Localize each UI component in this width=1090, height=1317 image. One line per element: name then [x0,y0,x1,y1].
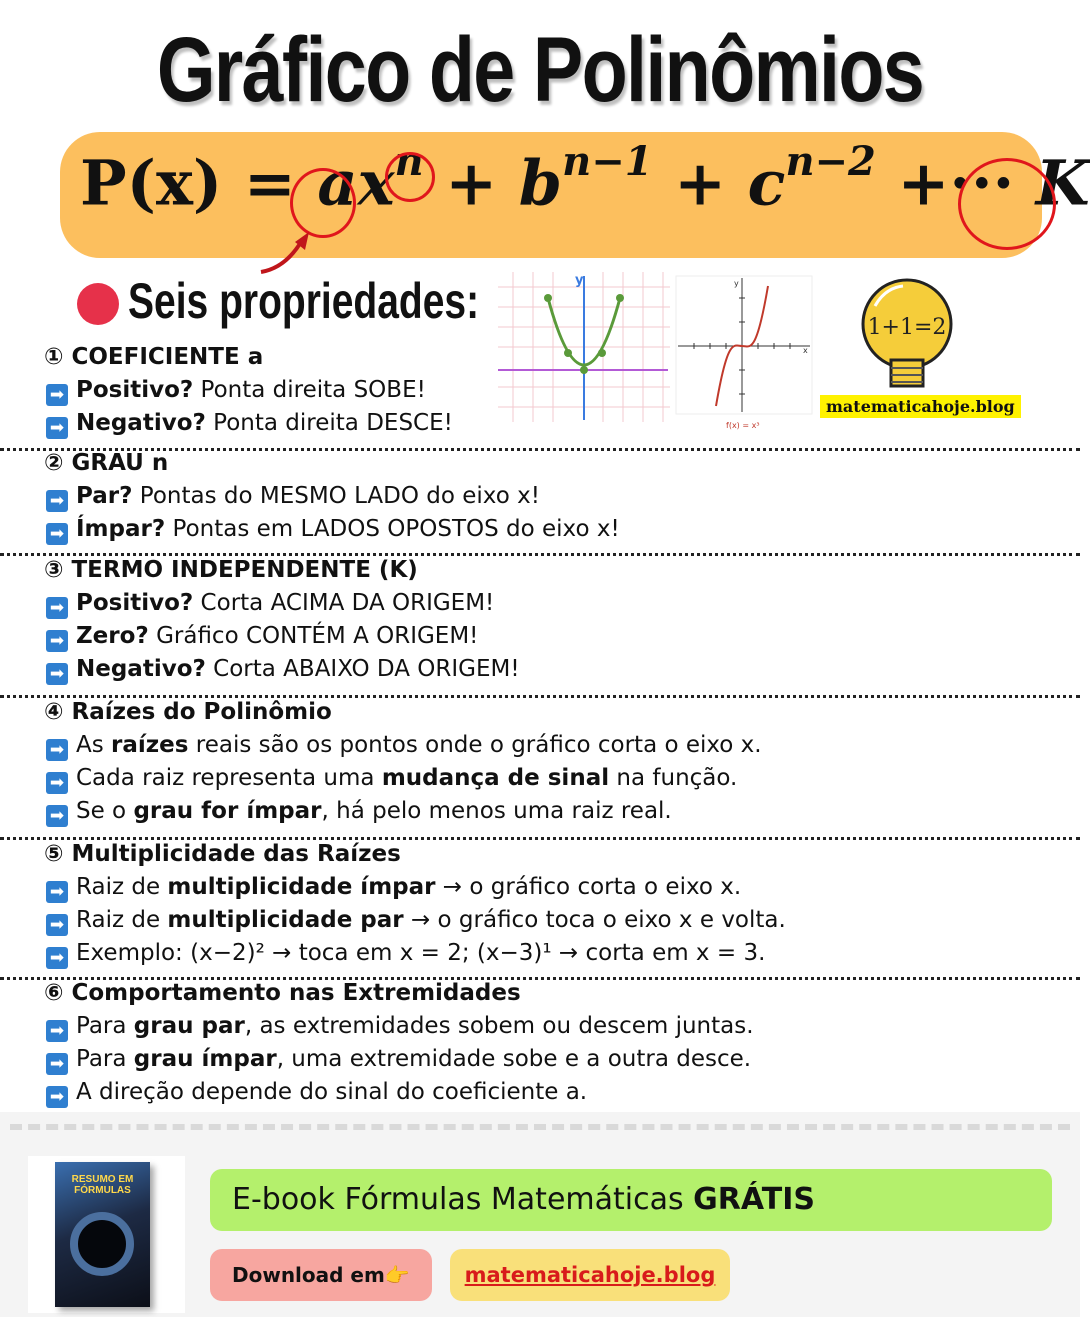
constant-circle [958,158,1056,250]
arrow-right-icon: ➡ [46,1086,68,1108]
list-item: ➡ Negativo? Corta ABAIXO DA ORIGEM! [44,653,520,686]
section-heading: ⑤ Multiplicidade das Raízes [44,841,401,867]
list-item: ➡ Negativo? Ponta direita DESCE! [44,407,453,440]
red-dot-icon [77,283,119,325]
section-coeficiente [44,341,453,440]
list-item: ➡ Zero? Gráfico CONTÉM A ORIGEM! [44,620,520,653]
section-grau [44,447,620,546]
download-button[interactable]: Download em👉 [210,1249,432,1301]
site-link[interactable]: matematicahoje.blog [450,1249,730,1301]
list-item: ➡ As raízes reais são os pontos onde o gráfico corta o eixo x. [44,729,762,762]
section-multiplicidade [44,838,786,970]
list-item: ➡ Positivo? Corta ACIMA DA ORIGEM! [44,587,520,620]
svg-text:f(x) = x³: f(x) = x³ [726,421,760,430]
section-heading: ② GRAU n [44,450,169,476]
arrow-right-icon: ➡ [46,523,68,545]
arrow-right-icon: ➡ [46,630,68,652]
list-item: ➡ Raiz de multiplicidade par → o gráfico toca o eixo x e volta. [44,904,786,937]
list-item: ➡ Para grau par, as extremidades sobem ou descem juntas. [44,1010,754,1043]
section-raizes [44,696,762,828]
list-item: ➡ Ímpar? Pontas em LADOS OPOSTOS do eixo x! [44,513,620,546]
parabola-graph [498,272,670,422]
arrow-right-icon: ➡ [46,947,68,969]
arrow-right-icon: ➡ [46,417,68,439]
properties-title: Seis propriedades: [128,273,480,329]
list-item: ➡ Raiz de multiplicidade ímpar → o gráfico corta o eixo x. [44,871,786,904]
arrow-right-icon: ➡ [46,914,68,936]
list-item: ➡ Exemplo: (x−2)² → toca em x = 2; (x−3)¹ → corta em x = 3. [44,937,786,970]
arrow-right-icon: ➡ [46,805,68,827]
section-heading: ③ TERMO INDEPENDENTE (K) [44,557,418,583]
section-heading: ① COEFICIENTE a [44,344,264,370]
list-item: ➡ Par? Pontas do MESMO LADO do eixo x! [44,480,620,513]
svg-text:1+1=2: 1+1=2 [867,315,947,340]
section-heading: ④ Raízes do Polinômio [44,699,332,725]
exponent-circle [385,152,435,202]
svg-text:y: y [734,279,739,288]
list-item: ➡ Para grau ímpar, uma extremidade sobe e a outra desce. [44,1043,754,1076]
lightbulb-icon [855,276,965,396]
section-extremidades [44,977,754,1109]
ebook-banner[interactable]: E-book Fórmulas Matemáticas GRÁTIS [210,1169,1052,1231]
footer-divider [10,1124,1070,1130]
svg-text:y: y [575,273,584,288]
page-title: Gráfico de Polinômios [156,19,924,121]
list-item: ➡ Positivo? Ponta direita SOBE! [44,374,453,407]
list-item: ➡ A direção depende do sinal do coeficiente a. [44,1076,754,1109]
list-item: ➡ Cada raiz representa uma mudança de sinal na função. [44,762,762,795]
section-heading: ⑥ Comportamento nas Extremidades [44,980,521,1006]
book-title: RESUMO EM FÓRMULAS [71,1174,134,1196]
arrow-right-icon: ➡ [46,881,68,903]
cubic-graph [676,276,816,436]
svg-text:x: x [803,346,808,355]
arrow-right-icon: ➡ [46,490,68,512]
section-termo-independente [44,554,520,686]
arrow-right-icon: ➡ [46,739,68,761]
polynomial-formula: $P(x) = ax^n + b^{n-1} + c^{n-2}$ +··· K [80,138,1090,220]
arrow-right-icon: ➡ [46,772,68,794]
book-art [70,1212,134,1276]
brand-badge: matematicahoje.blog [820,395,1021,418]
arrow-right-icon: ➡ [46,384,68,406]
arrow-right-icon: ➡ [46,1053,68,1075]
arrow-right-icon: ➡ [46,1020,68,1042]
arrow-right-icon: ➡ [46,597,68,619]
list-item: ➡ Se o grau for ímpar, há pelo menos uma raiz real. [44,795,762,828]
arrow-right-icon: ➡ [46,663,68,685]
